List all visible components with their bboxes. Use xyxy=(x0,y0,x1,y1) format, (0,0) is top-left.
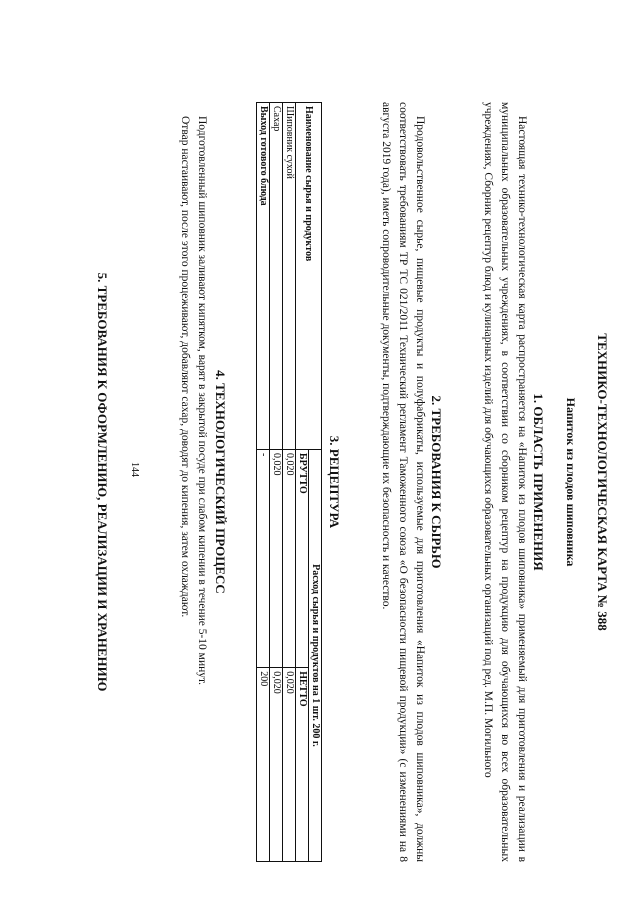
header-brutto: БРУТТО xyxy=(296,450,309,668)
document-title: ТЕХНИКО-ТЕХНОЛОГИЧЕСКАЯ КАРТА № 388 xyxy=(595,333,610,631)
subtitle-block xyxy=(563,102,578,862)
section-4-body xyxy=(176,102,210,862)
table-output-row xyxy=(257,103,270,862)
section-5-heading-block xyxy=(94,102,110,862)
section-2-heading-block xyxy=(428,102,444,862)
header-usage: Расход сырья и продуктов на 1 шт. 200 г. xyxy=(309,450,322,862)
row-netto: 0,020 xyxy=(283,668,296,862)
section-1-body xyxy=(479,102,530,862)
section-5-heading: 5. ТРЕБОВАНИЯ К ОФОРМЛЕНИЮ, РЕАЛИЗАЦИИ И ХРАНЕНИЮ xyxy=(95,272,110,692)
section-1-heading-block xyxy=(530,102,546,862)
recipe-table xyxy=(256,102,322,862)
rotated-page xyxy=(80,32,640,862)
table-row xyxy=(283,103,296,862)
section-4-text-1: Подготовленный шиповник заливают кипятком, варят в закрытой посуде при слабом кипении в течение 5-10 минут. xyxy=(196,116,208,686)
row-name: Сахар xyxy=(270,103,283,450)
document-title-block xyxy=(594,102,610,862)
output-netto: 200 xyxy=(257,668,270,862)
section-2-body xyxy=(377,102,428,862)
header-netto: НЕТТО xyxy=(296,668,309,862)
table-row xyxy=(270,103,283,862)
row-netto: 0,020 xyxy=(270,668,283,862)
row-name: Шиповник сухой xyxy=(283,103,296,450)
recipe-table-wrapper xyxy=(256,102,322,862)
section-2-text: Продовольственное сырье, пищевые продукты и полуфабрикаты, используемые для приготовления «Напиток из плодов шиповника», должны соответствовать требованиям ТР ТС 021/2011 Технический регламент Таможенного союза «О безопасности пищевой продукции» (с изменениями на 8 августа 2019 года), иметь сопроводительные документы, подтверждающие их безопасность и качество. xyxy=(380,102,426,862)
header-name: Наименование сырья и продуктов xyxy=(296,103,322,450)
row-brutto: 0,020 xyxy=(283,450,296,668)
row-brutto: 0,020 xyxy=(270,450,283,668)
section-2-heading: 2. ТРЕБОВАНИЯ К СЫРЬЮ xyxy=(429,395,444,569)
output-name: Выход готового блюда xyxy=(257,103,270,450)
section-4-text-2: Отвар настаивают, после этого процеживают, добавляют сахар, доводят до кипения, затем охлаждают. xyxy=(179,116,191,618)
section-4-heading: 4. ТЕХНОЛОГИЧЕСКИЙ ПРОЦЕСС xyxy=(213,370,228,594)
section-4-heading-block xyxy=(212,102,228,862)
page-number: 144 xyxy=(129,462,140,477)
output-brutto: - xyxy=(257,450,270,668)
section-1-text: Настоящая технико-технологическая карта распространяется на «Напиток из плодов шиповника» применяемый для приготовления и реализации в муниципальных образовательных учреждениях, в соответствии со сборником рецептур на продукцию для обучающихся во всех образовательных учреждениях, Сборник рецептур блюд и кулинарных изделий для обучающихся образовательных организаций под ред. М.П. Могильного xyxy=(482,102,528,862)
section-1-heading: 1. ОБЛАСТЬ ПРИМЕНЕНИЯ xyxy=(531,393,546,571)
section-3-heading-block xyxy=(326,102,342,862)
section-3-heading: 3. РЕЦЕПТУРА xyxy=(327,435,342,529)
document-subtitle: Напиток из плодов шиповника xyxy=(564,397,578,567)
table-header-row xyxy=(309,103,322,862)
